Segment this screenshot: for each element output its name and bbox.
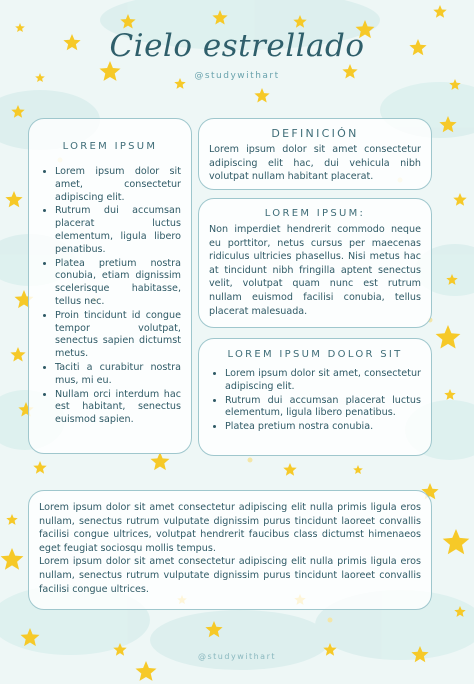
list-item: • Nullam orci interdum hac est habitant, senectus euismod sapien. — [55, 389, 181, 427]
bottom-paragraph-2: Lorem ipsum dolor sit amet consectetur adipiscing elit nulla primis ligula eros nullam, senectus rutrum vulputate dignissim purus tincidunt laoreet convallis facilisi congue ultrices. — [39, 556, 421, 595]
definition-text: Lorem ipsum dolor sit amet consectetur adipiscing elit hac, dui vehicula nibh volutpat nullam habitant placerat. — [209, 144, 421, 183]
star-icon — [10, 347, 25, 362]
star-icon — [283, 463, 296, 476]
sparkle-dot — [328, 618, 333, 623]
bottom-paragraph-1: Lorem ipsum dolor sit amet consectetur adipiscing elit nulla primis ligula eros nullam, senectus rutrum vulputate dignissim purus tincidunt laoreet convallis facilisi congue ultrices, volutpat hendrerit faucibus class dictumst himenaeos eget feugiat sociosqu mollis tempus. — [39, 502, 421, 554]
list-item: • Lorem ipsum dolor sit amet, consectetur adipiscing elit. — [225, 368, 421, 394]
star-icon — [6, 514, 17, 525]
definition-card — [198, 118, 432, 190]
star-icon — [136, 661, 157, 681]
star-icon — [443, 529, 470, 554]
star-icon — [33, 461, 46, 474]
middle-card — [198, 198, 432, 328]
star-icon — [151, 452, 170, 470]
list-item: • Lorem ipsum dolor sit amet, consectetur adipiscing elit. — [55, 166, 181, 204]
bottom-card — [28, 490, 432, 610]
star-icon — [5, 191, 22, 207]
list-item: • Platea pretium nostra conubia. — [225, 421, 421, 434]
sparkle-dot — [248, 458, 253, 463]
middle-card-title: LOREM IPSUM: — [264, 208, 366, 219]
star-icon — [433, 5, 446, 18]
left-card-title: LOREM IPSUM — [62, 141, 158, 152]
star-icon — [436, 325, 461, 349]
list-item: • Platea pretium nostra conubia, etiam dignissim scelerisque habitasse, tellus nec. — [55, 258, 181, 309]
star-icon — [254, 88, 269, 103]
star-icon — [353, 465, 363, 474]
list-item: • Rutrum dui accumsan placerat luctus elementum, ligula libero penatibus. — [225, 395, 421, 421]
list-item: • Taciti a curabitur nostra mus, mi eu. — [55, 362, 181, 388]
right-card — [198, 338, 432, 456]
middle-card-text: Non imperdiet hendrerit commodo neque eu porttitor, netus cursus per maecenas ridiculus ultricies phasellus. Nisi metus hac at tincidunt nibh fringilla aptent senectus velit, volutpat quam nunc est rutrum nullam euismod facilisi conubia, tellus placerat malesuada. — [209, 224, 421, 317]
author-handle: @studywithart — [194, 71, 280, 81]
list-item: • Proin tincidunt id congue tempor volutpat, senectus sapien dictumst metus. — [55, 310, 181, 361]
right-card-title: LOREM IPSUM DOLOR SIT — [227, 349, 403, 360]
definition-title: DEFINICIÓN — [271, 127, 359, 140]
list-item: • Rutrum dui accumsan placerat luctus elementum, ligula libero penatibus. — [55, 205, 181, 256]
star-icon — [453, 193, 466, 206]
star-icon — [444, 389, 455, 400]
star-icon — [1, 548, 24, 570]
left-card — [28, 118, 192, 454]
footer-handle: @studywithart — [198, 652, 276, 661]
page-title: Cielo estrellado — [109, 28, 365, 64]
left-card-list — [39, 166, 181, 427]
right-card-list — [209, 368, 421, 434]
